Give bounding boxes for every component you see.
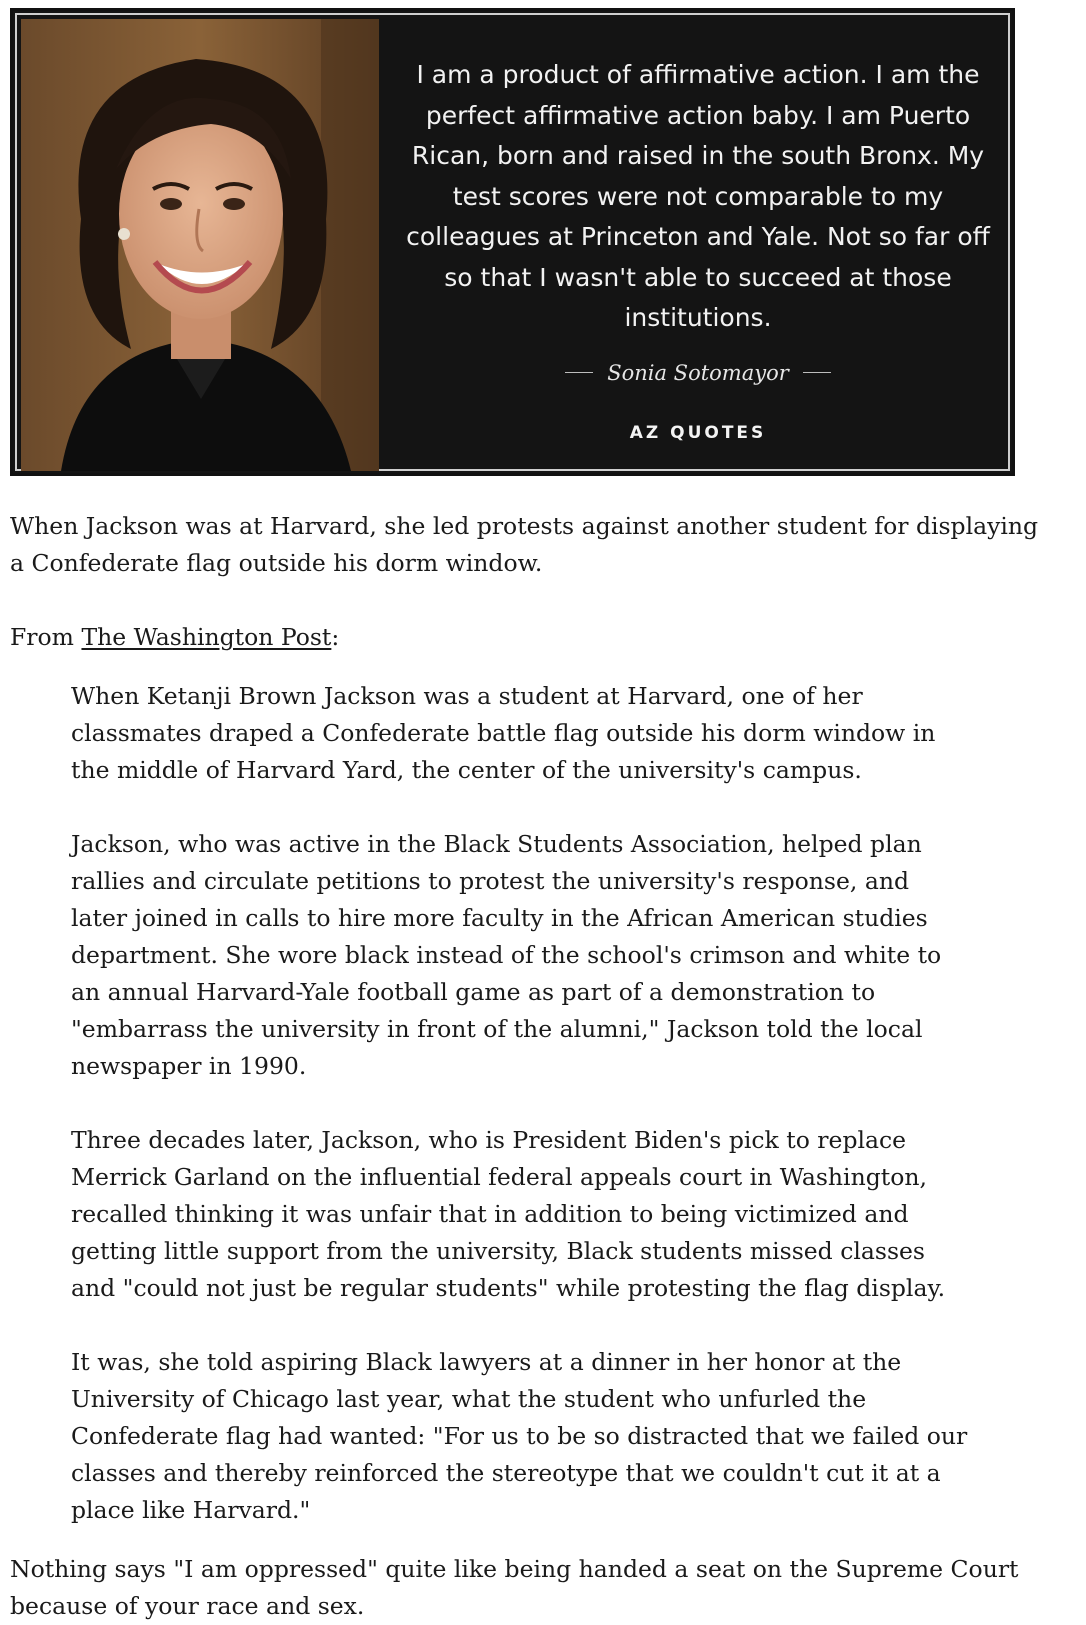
blockquote — [71, 678, 971, 1529]
attribution-dash-right — [803, 372, 831, 373]
blockquote-paragraph: When Ketanji Brown Jackson was a student at Harvard, one of her classmates draped a Confederate battle flag outside his dorm window in the middle of Harvard Yard, the center of the university's campus. — [71, 682, 936, 784]
portrait-photo — [21, 19, 379, 471]
source-suffix: : — [331, 623, 340, 651]
blockquote-paragraph: It was, she told aspiring Black lawyers at a dinner in her honor at the University of Chicago last year, what the student who unfurled the Confederate flag had wanted: "For us to be so distracted that we failed our classes and thereby reinforced the stereotype that we couldn't cut it at a place like Harvard." — [71, 1348, 968, 1524]
quote-text: I am a product of affirmative action. I am the perfect affirmative action baby. I am Puerto Rican, born and raised in the south Bronx. My test scores were not comparable to my colleagues at Princeton and Yale. Not so far off so that I wasn't able to succeed at those institutions. — [406, 60, 990, 332]
quote-card — [10, 8, 1015, 476]
source-link[interactable]: The Washington Post — [81, 623, 332, 651]
attribution-dash-left — [565, 372, 593, 373]
conclusion-paragraph: Nothing says "I am oppressed" quite like being handed a seat on the Supreme Court because of your race and sex. — [10, 1555, 1019, 1620]
quote-area — [393, 55, 1003, 443]
quote-author: Sonia Sotomayor — [607, 360, 789, 385]
source-prefix: From — [10, 623, 82, 651]
source-line — [10, 619, 1040, 656]
portrait-illustration — [21, 19, 379, 471]
quote-attribution — [393, 361, 1003, 385]
intro-paragraph: When Jackson was at Harvard, she led protests against another student for displaying a Confederate flag outside his dorm window. — [10, 512, 1039, 577]
brand-logo: AZ QUOTES — [629, 422, 767, 443]
blockquote-paragraph: Three decades later, Jackson, who is President Biden's pick to replace Merrick Garland on the influential federal appeals court in Washington, recalled thinking it was unfair that in addition to being victimized and getting little support from the university, Black students missed classes and "could not just be regular students" while protesting the flag display. — [71, 1126, 946, 1302]
article-body — [10, 508, 1040, 1625]
blockquote-paragraph: Jackson, who was active in the Black Students Association, helped plan rallies and circulate petitions to protest the university's response, and later joined in calls to hire more faculty in the African American studies department. She wore black instead of the school's crimson and white to an annual Harvard-Yale football game as part of a demonstration to "embarrass the university in front of the alumni," Jackson told the local newspaper in 1990. — [71, 830, 942, 1080]
